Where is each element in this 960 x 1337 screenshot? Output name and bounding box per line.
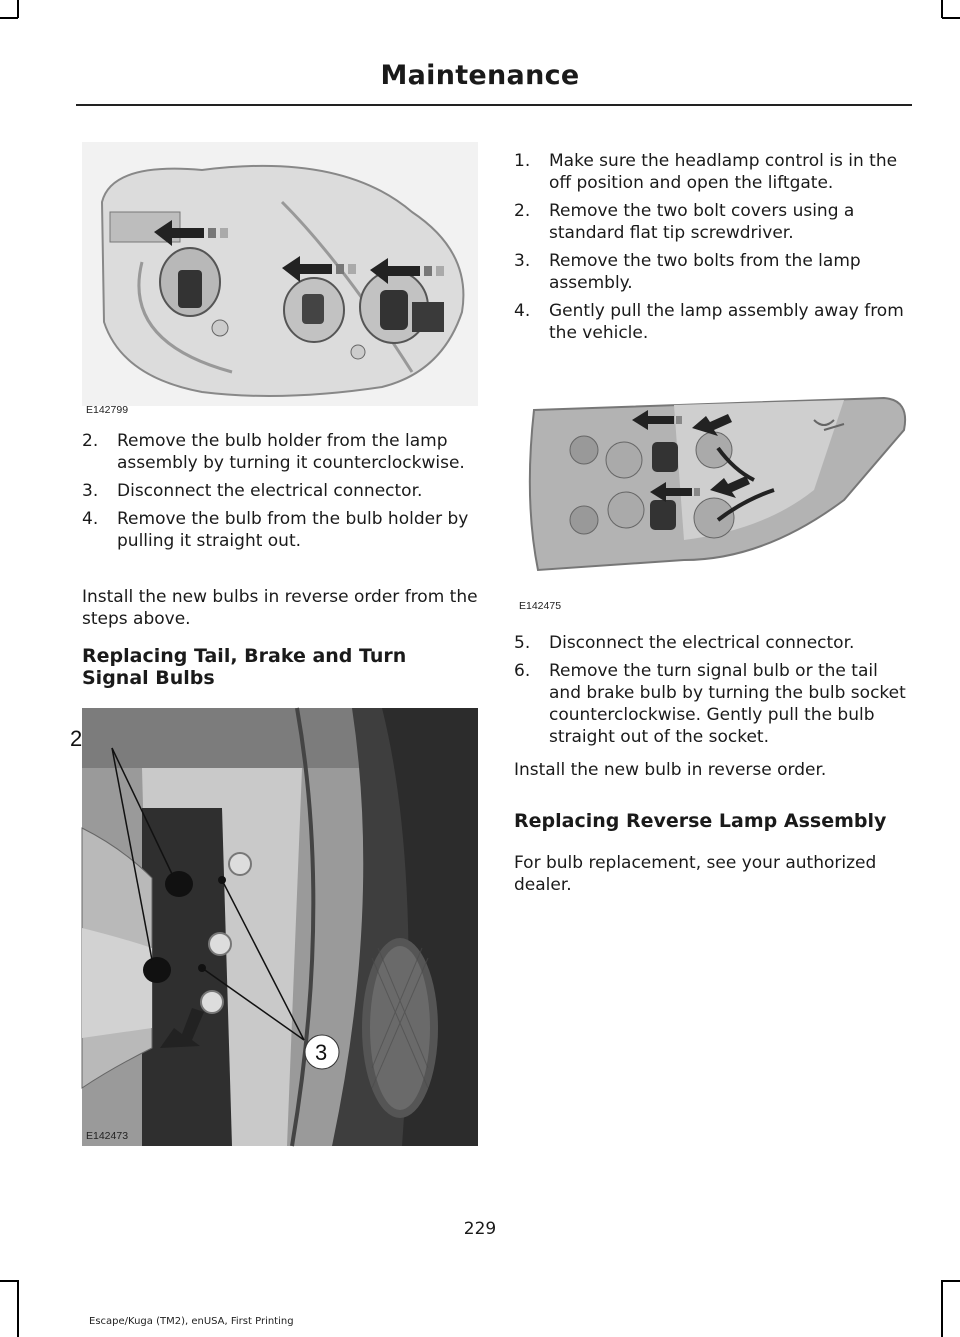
list-item bbox=[514, 150, 910, 194]
lamp-assembly-illustration bbox=[514, 380, 910, 616]
step-number: 6. bbox=[514, 661, 531, 681]
step-text: Remove the turn signal bulb or the tail and brake bulb by turning the bulb socket counterclockwise. Gently pull the bulb straight out of the socket. bbox=[549, 661, 906, 747]
header-rule bbox=[76, 104, 912, 106]
crop-mark bbox=[17, 1280, 19, 1337]
list-item bbox=[514, 300, 910, 344]
crop-mark bbox=[942, 1280, 960, 1282]
callout-2: 2 bbox=[70, 726, 83, 751]
crop-mark bbox=[941, 0, 943, 18]
right-steps-a bbox=[514, 150, 910, 350]
tail-lamp-illustration bbox=[82, 708, 478, 1146]
step-number: 4. bbox=[514, 301, 531, 321]
figure-code: E142475 bbox=[519, 600, 562, 612]
list-item bbox=[514, 250, 910, 294]
page-title: Maintenance bbox=[380, 60, 580, 91]
crop-mark bbox=[0, 17, 18, 19]
body-paragraph: Install the new bulbs in reverse order from the steps above. bbox=[82, 587, 478, 629]
step-text: Disconnect the electrical connector. bbox=[549, 633, 855, 653]
list-item bbox=[514, 660, 910, 748]
figure-code: E142473 bbox=[86, 1130, 129, 1142]
step-text: Remove the bulb holder from the lamp assembly by turning it counterclockwise. bbox=[117, 431, 465, 473]
list-item bbox=[514, 632, 910, 654]
crop-mark bbox=[942, 17, 960, 19]
page-number: 229 bbox=[463, 1219, 497, 1239]
step-text: Disconnect the electrical connector. bbox=[117, 481, 423, 501]
crop-mark bbox=[0, 1280, 18, 1282]
list-item bbox=[82, 508, 478, 552]
section-heading: Replacing Tail, Brake and Turn Signal Bulbs bbox=[82, 645, 407, 689]
left-steps bbox=[82, 430, 478, 558]
crop-mark bbox=[17, 0, 19, 18]
body-paragraph: For bulb replacement, see your authorized dealer. bbox=[514, 853, 877, 895]
step-text: Gently pull the lamp assembly away from the vehicle. bbox=[549, 301, 904, 343]
callout-3: 3 bbox=[315, 1040, 328, 1065]
figure-tail-lamp bbox=[70, 708, 478, 1146]
list-item bbox=[514, 200, 910, 244]
figure-code: E142799 bbox=[86, 404, 129, 416]
step-number: 5. bbox=[514, 633, 531, 653]
crop-mark bbox=[941, 1280, 943, 1337]
step-text: Remove the bulb from the bulb holder by pulling it straight out. bbox=[117, 509, 469, 551]
page-footer: Escape/Kuga (TM2), enUSA, First Printing bbox=[89, 1316, 294, 1327]
figure-lamp-assembly bbox=[514, 380, 910, 616]
list-item bbox=[82, 480, 478, 502]
figure-headlamp-rear bbox=[82, 142, 478, 406]
step-number: 1. bbox=[514, 151, 531, 171]
list-item bbox=[82, 430, 478, 474]
step-number: 3. bbox=[82, 481, 99, 501]
section-heading: Replacing Reverse Lamp Assembly bbox=[514, 810, 887, 832]
step-number: 4. bbox=[82, 509, 99, 529]
step-number: 3. bbox=[514, 251, 531, 271]
right-steps-b bbox=[514, 632, 910, 754]
step-text: Remove the two bolts from the lamp assembly. bbox=[549, 251, 861, 293]
step-text: Remove the two bolt covers using a standard flat tip screwdriver. bbox=[549, 201, 855, 243]
headlamp-illustration bbox=[82, 142, 478, 406]
step-text: Make sure the headlamp control is in the off position and open the liftgate. bbox=[549, 151, 898, 193]
body-paragraph: Install the new bulb in reverse order. bbox=[514, 760, 827, 780]
step-number: 2. bbox=[514, 201, 531, 221]
step-number: 2. bbox=[82, 431, 99, 451]
